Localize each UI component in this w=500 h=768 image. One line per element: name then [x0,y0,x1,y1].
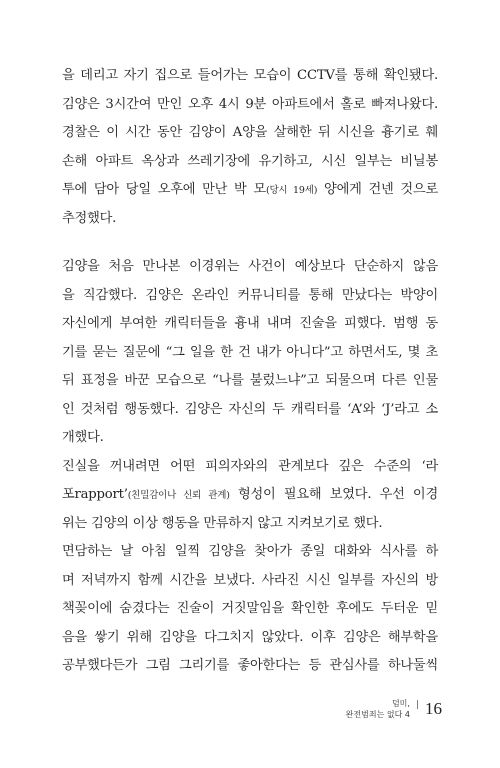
text-segment: 음을 쌓기 위해 김양을 다그치지 않았다. 이후 김양은 해부학을 [62,629,438,645]
text-segment: 공부했다든가 그림 그리기를 좋아한다는 등 관심사를 하나둘씩 [62,658,438,673]
text-line [62,119,438,148]
text-segment: 포rapport’ [62,487,128,502]
running-title-line-1: 덤미, [391,699,410,708]
text-segment: 투에 담아 당일 오후에 만난 박 모 [62,182,266,197]
text-line [62,538,438,567]
footer-separator: | [415,700,419,710]
text-segment: 을 직감했다. 김양은 온라인 커뮤니티를 통해 만났다는 박양이 [62,287,438,303]
text-line [62,367,438,396]
text-line [62,253,438,282]
text-line [62,91,438,120]
text-segment: 위는 김양의 이상 행동을 만류하지 않고 지켜보기로 했다. [62,515,383,531]
text-line [62,481,438,510]
text-line [62,567,438,596]
page-footer [346,698,442,720]
text-segment: 형성이 필요해 보였다. 우선 이경 [229,487,438,502]
text-segment: 인 것처럼 행동했다. 김양은 자신의 두 캐릭터를 ‘A’와 ‘J’라고 소 [62,401,438,417]
parenthetical-note: (당시 19세) [265,185,318,196]
text-segment: 경찰은 이 시간 동안 김양이 A양을 살해한 뒤 시신을 흉기로 훼 [62,125,438,140]
text-line [62,176,438,205]
paragraph-1 [62,62,438,233]
text-segment: 며 저녁까지 함께 시간을 보냈다. 사라진 시신 일부를 자신의 방 [62,572,438,588]
text-segment: 책꽂이에 숨겼다는 진술이 거짓말임을 확인한 후에도 두터운 믿 [62,601,438,616]
text-line [62,595,438,624]
text-line [62,424,438,453]
text-segment: 기를 묻는 질문에 “그 일을 한 건 내가 아니다”고 하면서도, 몇 초 [62,344,438,360]
text-line [62,282,438,311]
page-number: 16 [425,699,442,718]
text-segment: 개했다. [62,430,104,445]
text-segment: 김양을 처음 만나본 이경위는 사건이 예상보다 단순하지 않음 [62,259,438,274]
text-line [62,396,438,425]
text-segment: 양에게 건넨 것으로 [317,182,438,197]
parenthetical-note: (친밀감이나 신뢰 관계) [127,490,230,501]
paragraph-2 [62,253,438,681]
text-line [62,310,438,339]
text-line [62,652,438,681]
text-segment: 을 데리고 자기 집으로 들어가는 모습이 CCTV를 통해 확인됐다. [62,68,438,83]
text-line [62,510,438,539]
text-segment: 김양은 3시간여 만인 오후 4시 9분 아파트에서 홀로 빠져나왔다. [62,96,438,112]
text-line [62,453,438,482]
text-line [62,62,438,91]
text-segment: 뒤 표정을 바꾼 모습으로 “나를 불렀느냐”고 되물으며 다른 인물 [62,373,438,388]
running-title-line-2: 완전범죄는 없다 4 [345,710,410,719]
text-segment: 면담하는 날 아침 일찍 김양을 찾아가 종일 대화와 식사를 하 [62,544,438,559]
text-segment: 진실을 꺼내려면 어떤 피의자와의 관계보다 깊은 수준의 ‘라 [62,458,438,474]
text-segment: 손해 아파트 옥상과 쓰레기장에 유기하고, 시신 일부는 비닐봉 [62,153,438,169]
text-line [62,205,438,234]
text-segment: 자신에게 부여한 캐릭터들을 흉내 내며 진술을 피했다. 범행 동 [62,316,438,331]
text-line [62,148,438,177]
text-segment: 추정했다. [62,210,117,226]
running-title [346,698,410,720]
text-line [62,339,438,368]
text-line [62,624,438,653]
